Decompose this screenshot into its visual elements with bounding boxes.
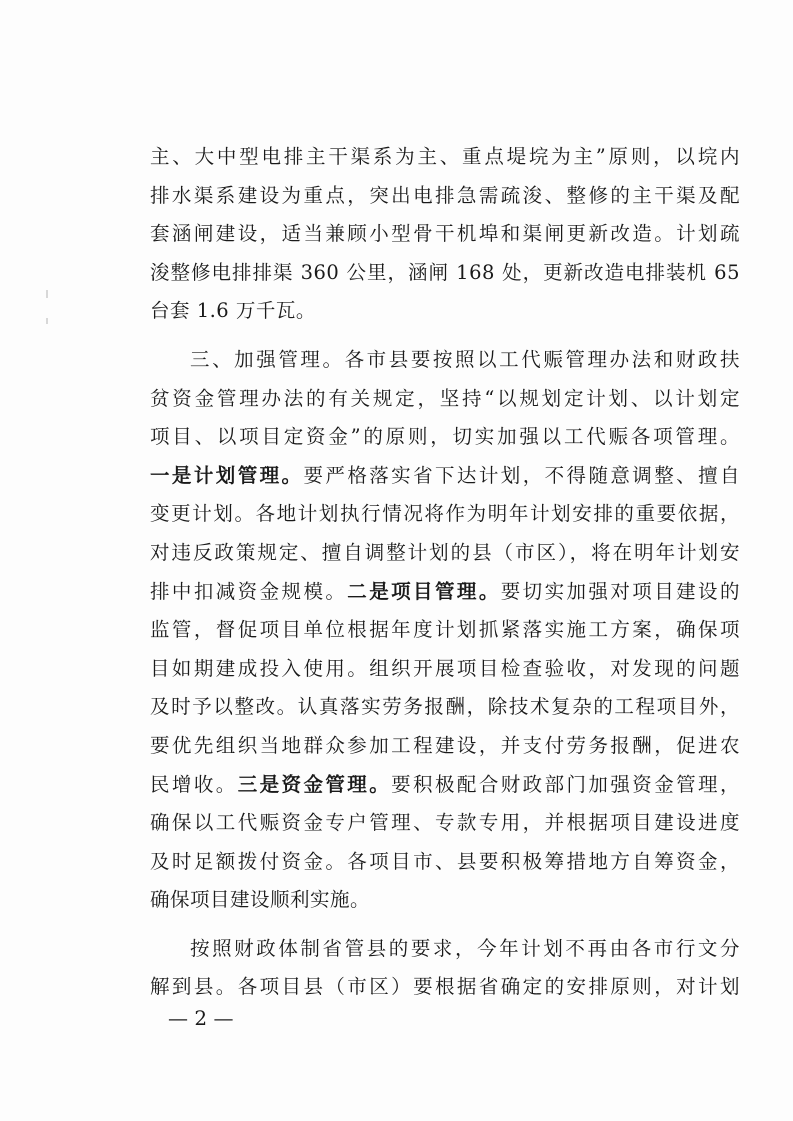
text-line: 变更计划。各地计划执行情况将作为明年计划安排的重要依据， [150, 502, 740, 526]
text-line: 确保以工代赈资金专户管理、专款专用，并根据项目建设进度 [150, 811, 740, 835]
scan-mark [46, 290, 48, 298]
text-line: 排水渠系建设为重点，突出电排急需疏浚、整修的主干渠及配 [150, 183, 740, 207]
text-line: 对违反政策规定、擅自调整计划的县（市区），将在明年计划安 [150, 540, 740, 564]
text-span: 要切实加强对项目建设的 [500, 579, 740, 603]
paragraph-1 [150, 138, 740, 331]
text-line [150, 573, 740, 612]
text-span: 要严格落实省下达计划，不得随意调整、擅自 [303, 463, 740, 487]
text-line: 浚整修电排排渠 360 公里，涵闸 168 处，更新改造电排装机 65 [150, 260, 740, 284]
text-line: 台套 1.6 万千瓦。 [150, 299, 316, 323]
bold-heading: 一是计划管理。 [150, 463, 304, 487]
text-line: 三、加强管理。各市县要按照以工代赈管理办法和财政扶 [190, 347, 740, 371]
text-line: 项目、以项目定资金”的原则，切实加强以工代赈各项管理。 [150, 425, 740, 449]
text-line: 贫资金管理办法的有关规定，坚持“以规划定计划、以计划定 [150, 386, 740, 410]
text-span: 要积极配合财政部门加强资金管理， [391, 772, 740, 796]
text-line [150, 457, 740, 496]
text-line: 按照财政体制省管县的要求，今年计划不再由各市行文分 [190, 936, 740, 960]
scan-mark [46, 318, 48, 324]
text-line: 目如期建成投入使用。组织开展项目检查验收，对发现的问题 [150, 656, 740, 680]
paragraph-2 [150, 341, 740, 920]
text-span: 排中扣减资金规模。 [150, 579, 348, 603]
text-line: 及时足额拨付资金。各项目市、县要积极筹措地方自筹资金， [150, 849, 740, 873]
paragraph-3 [150, 930, 740, 1007]
text-line: 解到县。各项目县（市区）要根据省确定的安排原则，对计划 [150, 975, 740, 999]
text-line: 监管，督促项目单位根据年度计划抓紧落实施工方案，确保项 [150, 618, 740, 642]
text-line [150, 766, 740, 805]
text-line: 主、大中型电排主干渠系为主、重点堤垸为主”原则，以垸内 [150, 145, 740, 168]
text-span: 民增收。 [150, 772, 238, 796]
bold-heading: 二是项目管理。 [347, 579, 501, 603]
document-body [150, 138, 740, 1007]
text-line: 确保项目建设顺利实施。 [150, 888, 371, 912]
text-line: 套涵闸建设，适当兼顾小型骨干机埠和渠闸更新改造。计划疏 [150, 222, 740, 246]
text-line: 要优先组织当地群众参加工程建设，并支付劳务报酬，促进农 [150, 733, 740, 757]
bold-heading: 三是资金管理。 [237, 772, 392, 796]
page-number: — 2 — [168, 1006, 234, 1030]
text-line: 及时予以整改。认真落实劳务报酬，除技术复杂的工程项目外， [150, 695, 740, 719]
